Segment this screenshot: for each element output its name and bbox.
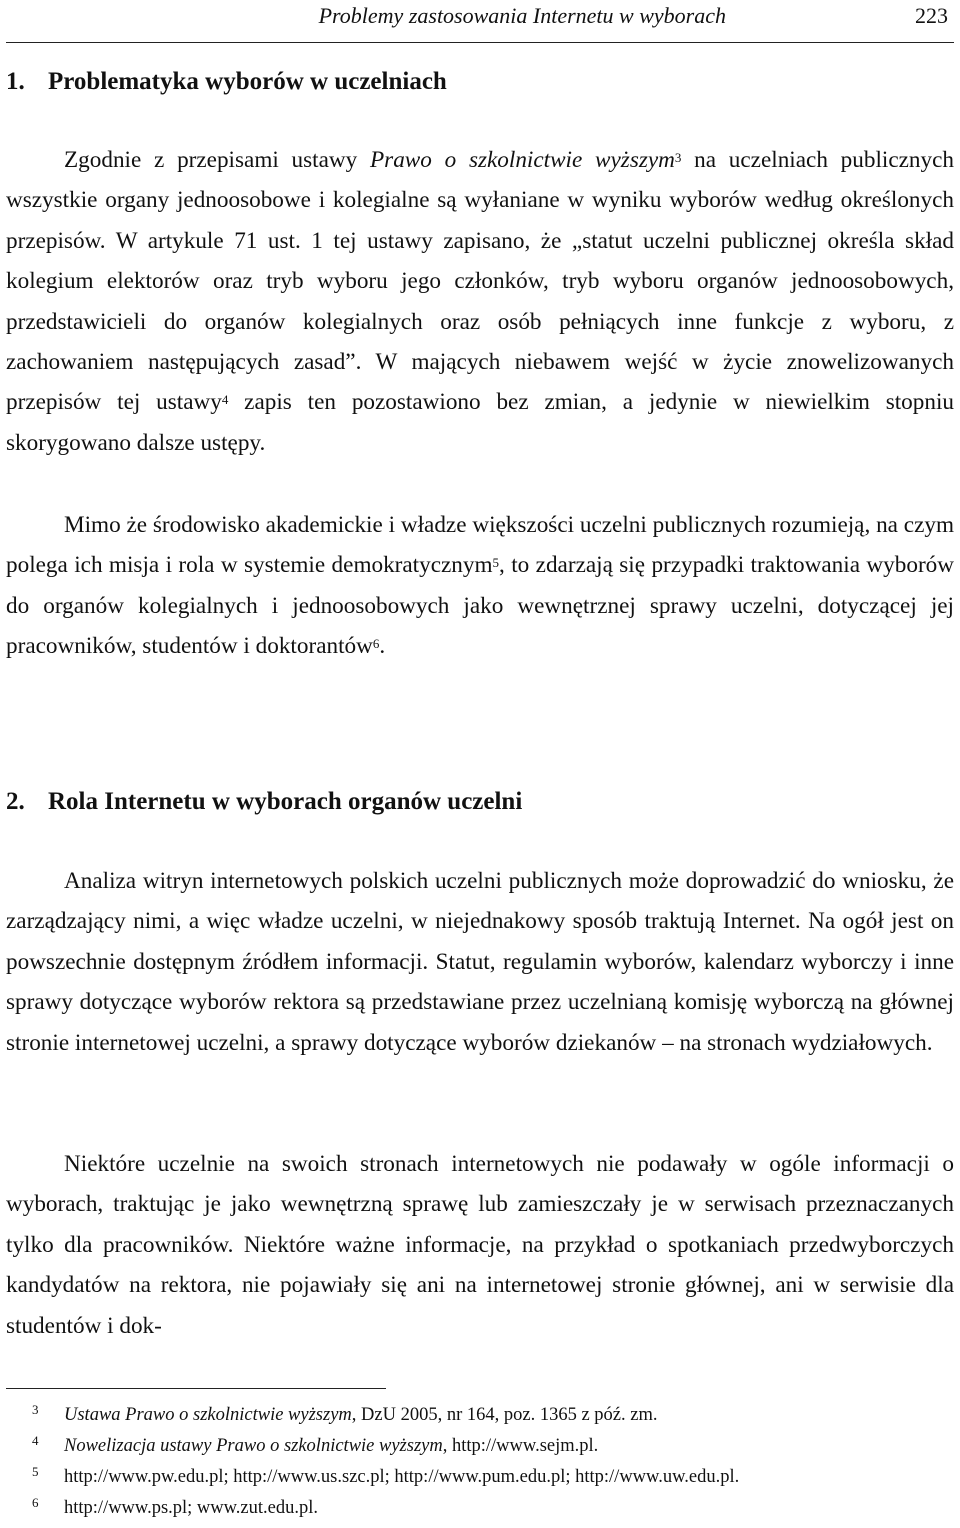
footnote-number: 6 — [32, 1495, 39, 1510]
text-run: . — [379, 633, 386, 660]
footnote-3 — [6, 1400, 954, 1431]
footnote-4 — [6, 1431, 954, 1462]
italic-title: Prawo o szkolnictwie wyższym — [370, 147, 675, 173]
footnote-italic: Nowelizacja ustawy Prawo o szkolnictwie wyższym — [64, 1436, 443, 1456]
footnote-divider — [6, 1388, 386, 1389]
section-number: 1. — [6, 68, 25, 95]
section-number: 2. — [6, 788, 25, 815]
paragraph-3 — [6, 861, 954, 1063]
footnote-ref: 5 — [492, 555, 500, 571]
footnote-ref: 3 — [674, 150, 682, 165]
footnote-number: 5 — [32, 1464, 39, 1479]
footnote-text: http://www.pw.edu.pl; http://www.us.szc.pl; http://www.pum.edu.pl; http://www.uw.edu.pl. — [64, 1467, 740, 1487]
footnote-6 — [6, 1493, 954, 1524]
footnote-text: , DzU 2005, nr 164, poz. 1365 z póź. zm. — [351, 1405, 658, 1425]
text-run: zapis ten pozostawiono bez zmian, a jedynie w niewielkim stopniu skorygowano dalsze ustępy. — [6, 389, 954, 456]
text-run: Mimo że środowisko akademickie i władze większości uczelni publicznych rozumieją, na czym polega ich misja i rola w systemie demokratycznym — [6, 512, 954, 579]
text-run: Zgodnie z przepisami ustawy — [64, 147, 370, 173]
footnote-number: 3 — [32, 1402, 39, 1417]
page-number: 223 — [915, 3, 948, 28]
footnote-text: , http://www.sejm.pl. — [442, 1436, 599, 1456]
text-run: na uczelniach publicznych wszystkie organy jednoosobowe i kolegialne są wyłaniane w wyniku wyborów według określonych przepisów. W artykule 71 ust. 1 tej ustawy zapisano, że „statut uczelni publicznej określa skład kolegium elektorów oraz tryb wyboru jego członków, tryb wyboru organów jednoosobowych, przedstawicieli do organów kolegialnych oraz osób pełniących inne funkcje z wyboru, z zachowaniem następujących zasad”. W mających niebawem wejść w życie znowelizowanych przepisów tej ustawy — [6, 147, 954, 416]
running-header — [6, 0, 954, 43]
footnote-5 — [6, 1462, 954, 1493]
footnote-italic: Ustawa Prawo o szkolnictwie wyższym — [64, 1405, 352, 1425]
section-title: Problematyka wyborów w uczelniach — [48, 68, 447, 95]
section-heading-1 — [6, 66, 447, 98]
running-title: Problemy zastosowania Internetu w wyborach — [318, 3, 726, 28]
paragraph-4 — [6, 1144, 954, 1346]
footnote-ref: 4 — [221, 392, 229, 408]
text-run: Niektóre uczelnie na swoich stronach internetowych nie podawały w ogóle informacji o wyborach, traktując je jako wewnętrzną sprawę lub zamieszczały je w serwisach przeznaczanych tylko dla pracowników. Niektóre ważne informacje, na przykład o spotkaniach przedwyborczych kandydatów na rektora, nie pojawiały się ani na internetowej stronie głównej, ani w serwisie dla studentów i dok- — [6, 1151, 954, 1339]
footnotes — [6, 1400, 954, 1524]
text-run: Analiza witryn internetowych polskich uczelni publicznych może doprowadzić do wniosku, że zarządzający nimi, a więc władze uczelni, w niejednakowy sposób traktują Internet. Na ogół jest on powszechnie dostępnym źródłem informacji. Statut, regulamin wyborów, kalendarz wyborczy i inne sprawy dotyczące wyborów rektora są przedstawiane przez uczelnianą komisję wyborczą na głównej stronie internetowej uczelni, a sprawy dotyczące wyborów dziekanów – na stronach wydziałowych. — [6, 868, 954, 1056]
footnote-text: http://www.ps.pl; www.zut.edu.pl. — [64, 1498, 319, 1518]
footnote-number: 4 — [32, 1433, 39, 1448]
paragraph-2 — [6, 505, 954, 667]
paragraph-1 — [6, 140, 954, 463]
text-run: , to zdarzają się przypadki traktowania wyborów do organów kolegialnych i jednoosobowych jako wewnętrznej sprawy uczelni, dotyczącej jej pracowników, studentów i doktorantów — [6, 552, 954, 660]
section-title: Rola Internetu w wyborach organów uczelni — [48, 788, 523, 815]
section-heading-2 — [6, 786, 522, 818]
footnote-ref: 6 — [372, 636, 380, 652]
